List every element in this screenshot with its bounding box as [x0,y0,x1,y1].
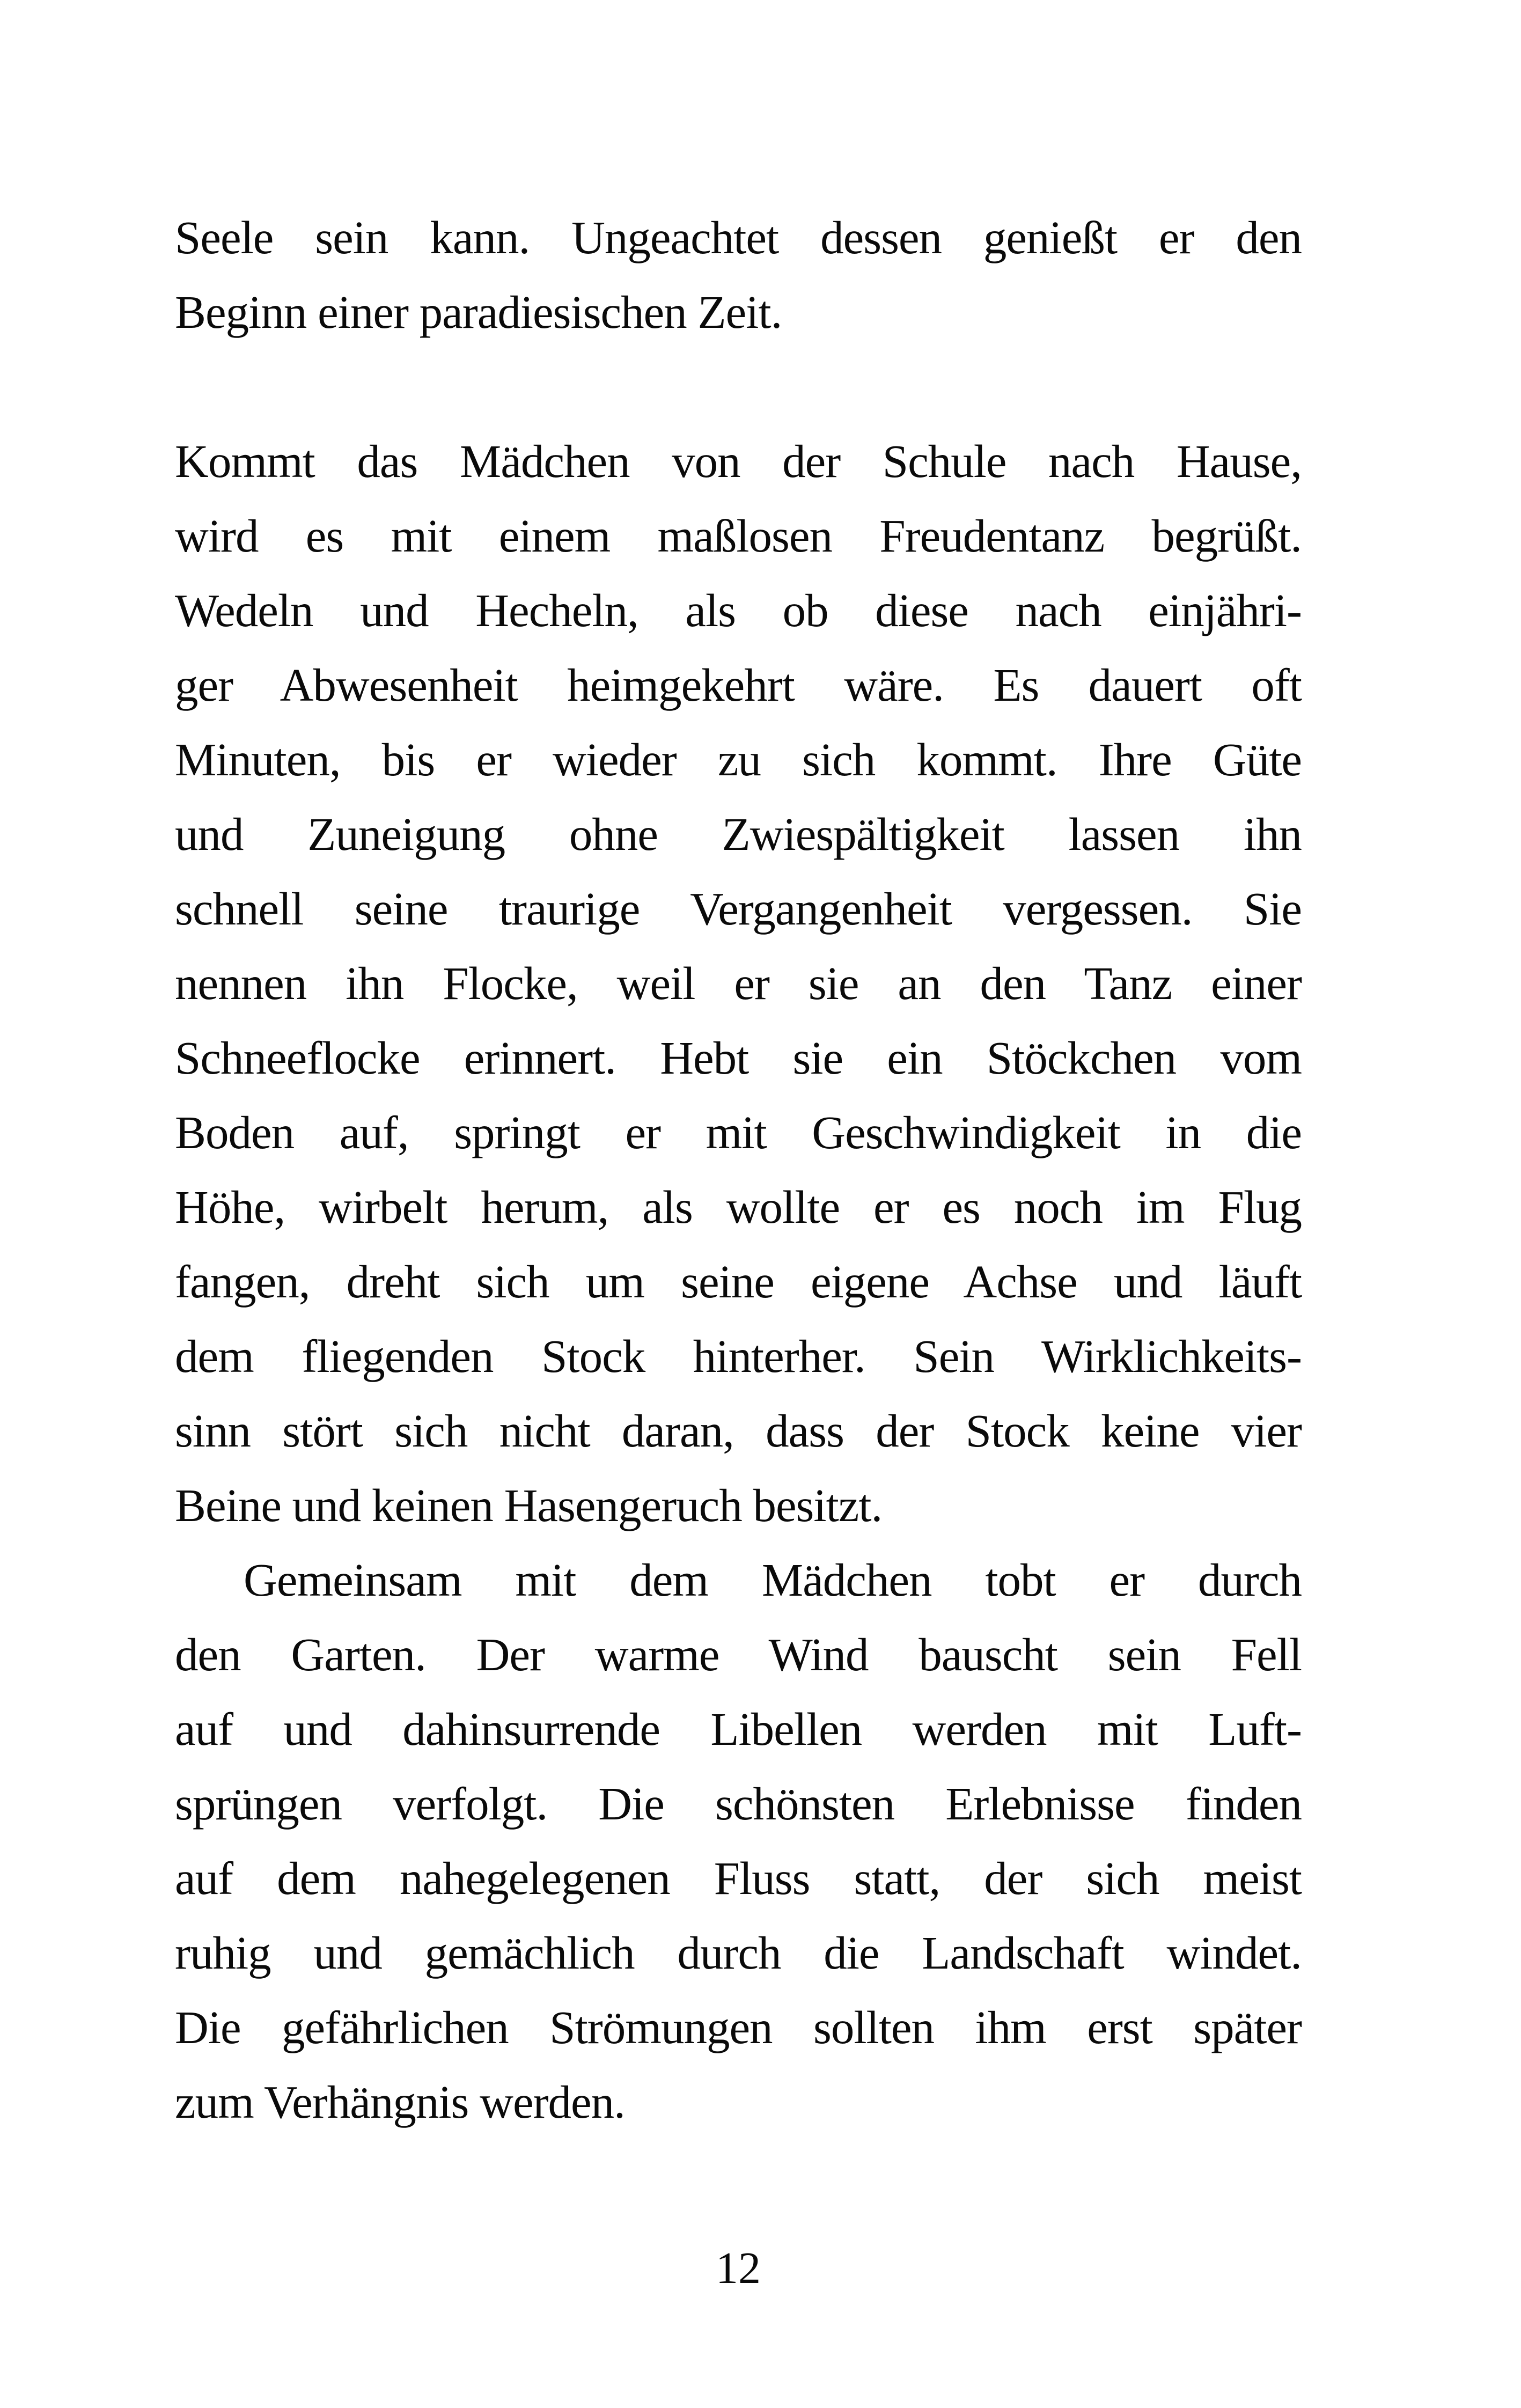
text-line: Minuten, bis er wieder zu sich kommt. Ihre Güte [175,733,1302,785]
text-line: auf dem nahegelegenen Fluss statt, der sich meist [175,1852,1302,1904]
text-line: den Garten. Der warme Wind bauscht sein Fell [175,1628,1302,1680]
text-line: Boden auf, springt er mit Geschwindigkeit in die [175,1106,1302,1158]
text-line: Seele sein kann. Ungeachtet dessen genießt er den [175,211,1302,263]
text-line: wird es mit einem maßlosen Freudentanz begrüßt. [175,510,1302,562]
text-line: Beginn einer paradiesischen Zeit. [175,286,782,338]
text-line: zum Verhängnis werden. [175,2076,625,2128]
text-line: Gemeinsam mit dem Mädchen tobt er durch [244,1554,1302,1606]
text-line: ger Abwesenheit heimgekehrt wäre. Es dauert oft [175,659,1302,711]
text-line: und Zuneigung ohne Zwiespältigkeit lassen ihn [175,808,1302,860]
text-line: Wedeln und Hecheln, als ob diese nach einjähri- [175,584,1302,636]
text-line: dem fliegenden Stock hinterher. Sein Wirklichkeits- [175,1330,1302,1382]
text-line: Kommt das Mädchen von der Schule nach Hause, [175,435,1302,487]
text-line: Beine und keinen Hasengeruch besitzt. [175,1479,883,1531]
body-text [175,200,1302,2139]
text-line: Schneeflocke erinnert. Hebt sie ein Stöckchen vom [175,1032,1302,1084]
page-number: 12 [716,2243,761,2293]
paragraph [175,1543,1302,2139]
text-line: nennen ihn Flocke, weil er sie an den Tanz einer [175,957,1302,1009]
paragraph [175,424,1302,1543]
text-line: sinn stört sich nicht daran, dass der Stock keine vier [175,1405,1302,1457]
text-line: auf und dahinsurrende Libellen werden mit Luft- [175,1703,1302,1755]
text-line: fangen, dreht sich um seine eigene Achse und läuft [175,1256,1302,1308]
text-line: Höhe, wirbelt herum, als wollte er es noch im Flug [175,1181,1302,1233]
text-line: sprüngen verfolgt. Die schönsten Erlebnisse finden [175,1778,1302,1830]
text-line: Die gefährlichen Strömungen sollten ihm erst später [175,2001,1302,2053]
text-line: ruhig und gemächlich durch die Landschaft windet. [175,1927,1302,1979]
paragraph [175,200,1302,349]
text-line: schnell seine traurige Vergangenheit vergessen. Sie [175,883,1302,935]
